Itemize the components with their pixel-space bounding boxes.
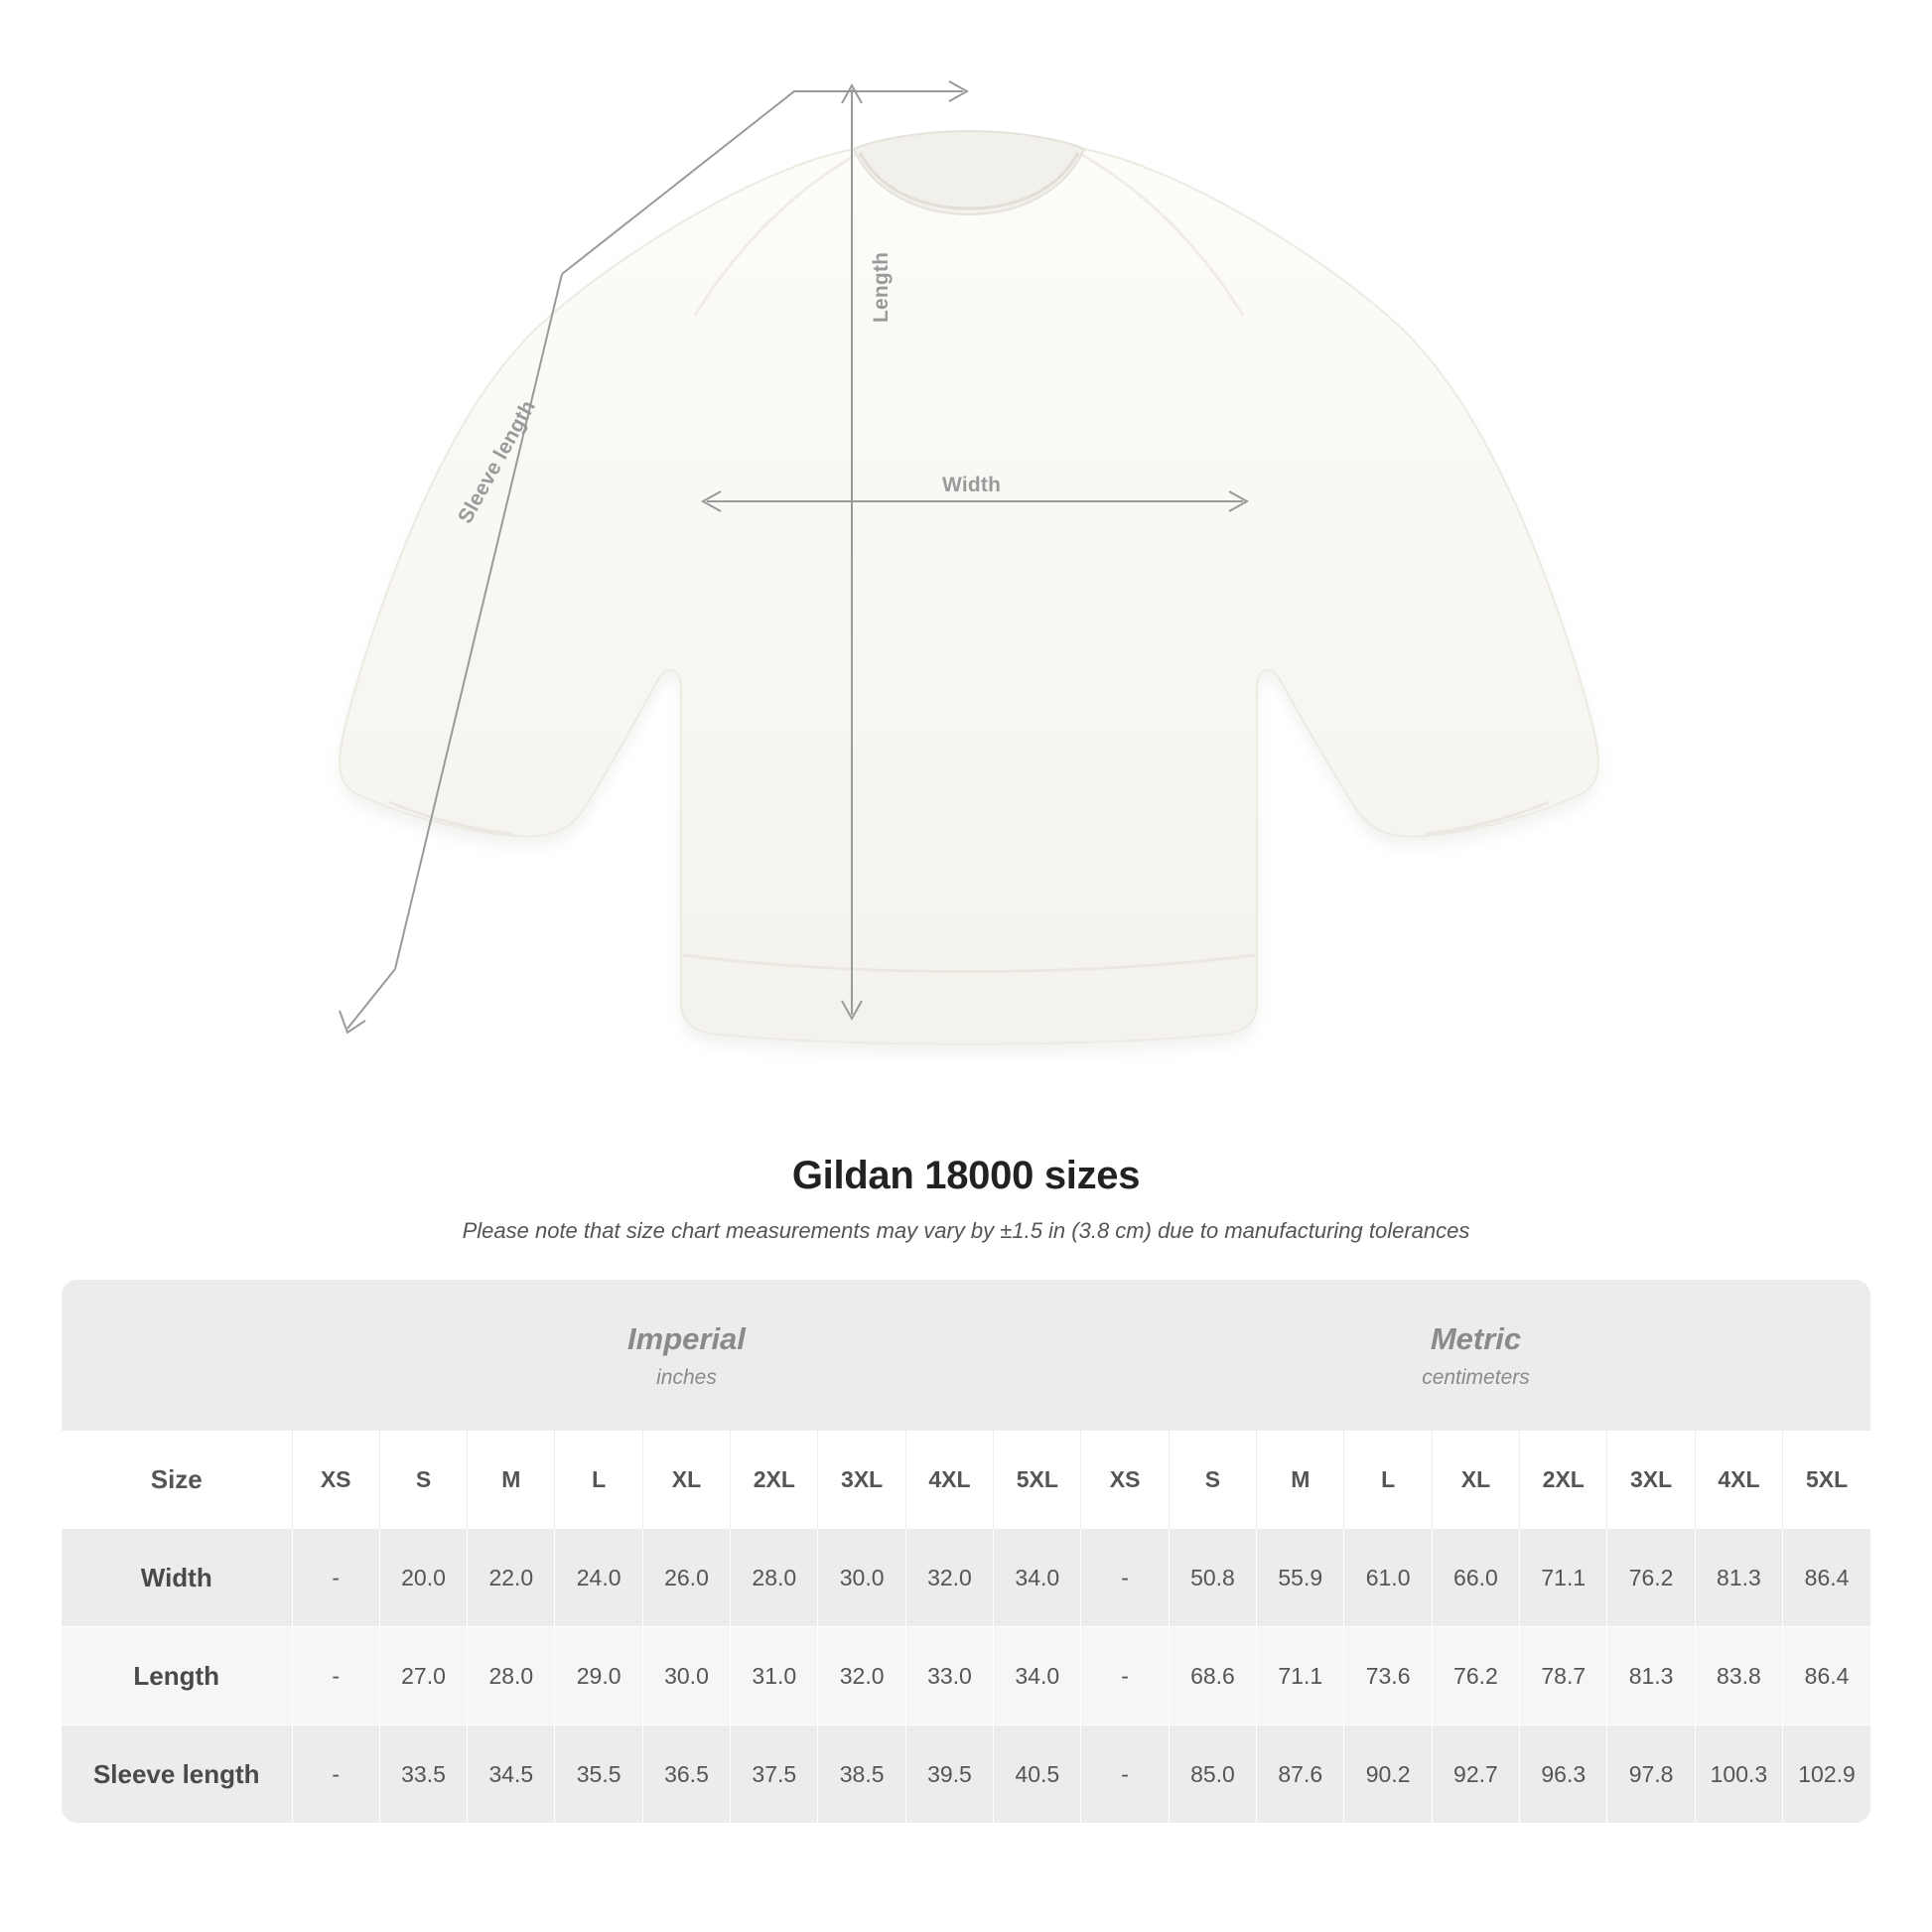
size-header-cell: 4XL — [1695, 1431, 1782, 1529]
size-header-cell: S — [379, 1431, 467, 1529]
size-header-cell: 5XL — [1783, 1431, 1870, 1529]
measurement-cell: - — [292, 1529, 379, 1627]
measurement-cell: 28.0 — [468, 1627, 555, 1725]
measurement-cell: 29.0 — [555, 1627, 642, 1725]
unit-name: Imperial — [627, 1321, 746, 1357]
measurement-cell: 61.0 — [1344, 1529, 1432, 1627]
measurement-cell: 33.0 — [905, 1627, 993, 1725]
measurement-cell: 20.0 — [379, 1529, 467, 1627]
measurement-cell: 87.6 — [1257, 1725, 1344, 1824]
measurement-cell: 97.8 — [1607, 1725, 1695, 1824]
measurement-cell: 22.0 — [468, 1529, 555, 1627]
measurement-cell: - — [1081, 1725, 1169, 1824]
size-chart-table — [62, 1280, 1870, 1823]
size-header-cell: S — [1169, 1431, 1256, 1529]
measurement-cell: - — [292, 1725, 379, 1824]
size-header-cell: 2XL — [731, 1431, 818, 1529]
table-row — [62, 1627, 1870, 1725]
size-header-cell: M — [468, 1431, 555, 1529]
measurement-cell: 34.5 — [468, 1725, 555, 1824]
measurement-cell: 66.0 — [1432, 1529, 1519, 1627]
size-header-cell: XS — [1081, 1431, 1169, 1529]
measurement-cell: 71.1 — [1520, 1529, 1607, 1627]
measurement-cell: 30.0 — [818, 1529, 905, 1627]
size-header-cell: 2XL — [1520, 1431, 1607, 1529]
measurement-cell: 102.9 — [1783, 1725, 1870, 1824]
width-dimension-label: Width — [942, 474, 1002, 496]
measurement-cell: 100.3 — [1695, 1725, 1782, 1824]
measurement-cell: 39.5 — [905, 1725, 993, 1824]
measurement-cell: 38.5 — [818, 1725, 905, 1824]
unit-header-imperial — [292, 1280, 1081, 1431]
size-header-label: Size — [62, 1431, 292, 1529]
size-header-cell: XS — [292, 1431, 379, 1529]
measurement-cell: - — [1081, 1627, 1169, 1725]
size-header-cell: L — [555, 1431, 642, 1529]
measurement-cell: 33.5 — [379, 1725, 467, 1824]
size-header-cell: XL — [642, 1431, 730, 1529]
measurement-cell: 90.2 — [1344, 1725, 1432, 1824]
row-label: Width — [62, 1529, 292, 1627]
row-label: Length — [62, 1627, 292, 1725]
measurement-cell: 34.0 — [994, 1627, 1081, 1725]
measurement-cell: 92.7 — [1432, 1725, 1519, 1824]
measurement-cell: 55.9 — [1257, 1529, 1344, 1627]
unit-header-metric — [1081, 1280, 1870, 1431]
measurement-cell: 50.8 — [1169, 1529, 1256, 1627]
unit-name: Metric — [1430, 1321, 1522, 1357]
size-header-cell: 3XL — [1607, 1431, 1695, 1529]
size-header-cell: XL — [1432, 1431, 1519, 1529]
measurement-cell: 32.0 — [818, 1627, 905, 1725]
measurement-cell: - — [292, 1627, 379, 1725]
title-block — [0, 1154, 1932, 1244]
page-title: Gildan 18000 sizes — [791, 1154, 1141, 1197]
measurement-cell: 86.4 — [1783, 1627, 1870, 1725]
measurement-cell: 36.5 — [642, 1725, 730, 1824]
size-header-cell: 4XL — [905, 1431, 993, 1529]
measurement-cell: 71.1 — [1257, 1627, 1344, 1725]
measurement-cell: 81.3 — [1695, 1529, 1782, 1627]
measurement-cell: 68.6 — [1169, 1627, 1256, 1725]
size-header-cell: 5XL — [994, 1431, 1081, 1529]
measurement-cell: 73.6 — [1344, 1627, 1432, 1725]
measurement-cell: 28.0 — [731, 1529, 818, 1627]
unit-subtitle: centimeters — [1422, 1365, 1530, 1389]
measurement-cell: 34.0 — [994, 1529, 1081, 1627]
table-row — [62, 1529, 1870, 1627]
size-header-cell: M — [1257, 1431, 1344, 1529]
measurement-cell: 86.4 — [1783, 1529, 1870, 1627]
measurement-cell: 26.0 — [642, 1529, 730, 1627]
sleeve-length-dimension-label: Sleeve length — [454, 396, 541, 528]
measurement-cell: 96.3 — [1520, 1725, 1607, 1824]
table-row — [62, 1725, 1870, 1824]
measurement-cell: - — [1081, 1529, 1169, 1627]
measurement-cell: 81.3 — [1607, 1627, 1695, 1725]
measurement-cell: 30.0 — [642, 1627, 730, 1725]
size-header-cell: L — [1344, 1431, 1432, 1529]
measurement-cell: 27.0 — [379, 1627, 467, 1725]
length-dimension-label: Length — [870, 251, 893, 323]
size-header-row — [62, 1431, 1870, 1529]
unit-header-row — [62, 1280, 1870, 1431]
measurement-cell: 37.5 — [731, 1725, 818, 1824]
measurement-cell: 76.2 — [1432, 1627, 1519, 1725]
size-header-cell: 3XL — [818, 1431, 905, 1529]
measurement-cell: 24.0 — [555, 1529, 642, 1627]
measurement-cell: 85.0 — [1169, 1725, 1256, 1824]
row-label: Sleeve length — [62, 1725, 292, 1824]
unit-header-spacer — [62, 1280, 292, 1431]
measurement-cell: 78.7 — [1520, 1627, 1607, 1725]
unit-subtitle: inches — [656, 1365, 717, 1389]
tolerance-note: Please note that size chart measurements may vary by ±1.5 in (3.8 cm) due to manufacturing tolerances — [462, 1218, 1470, 1243]
size-chart-table-wrapper — [62, 1280, 1870, 1823]
measurement-cell: 35.5 — [555, 1725, 642, 1824]
measurement-cell: 83.8 — [1695, 1627, 1782, 1725]
measurement-cell: 31.0 — [731, 1627, 818, 1725]
measurement-cell: 32.0 — [905, 1529, 993, 1627]
measurement-cell: 40.5 — [994, 1725, 1081, 1824]
measurement-cell: 76.2 — [1607, 1529, 1695, 1627]
